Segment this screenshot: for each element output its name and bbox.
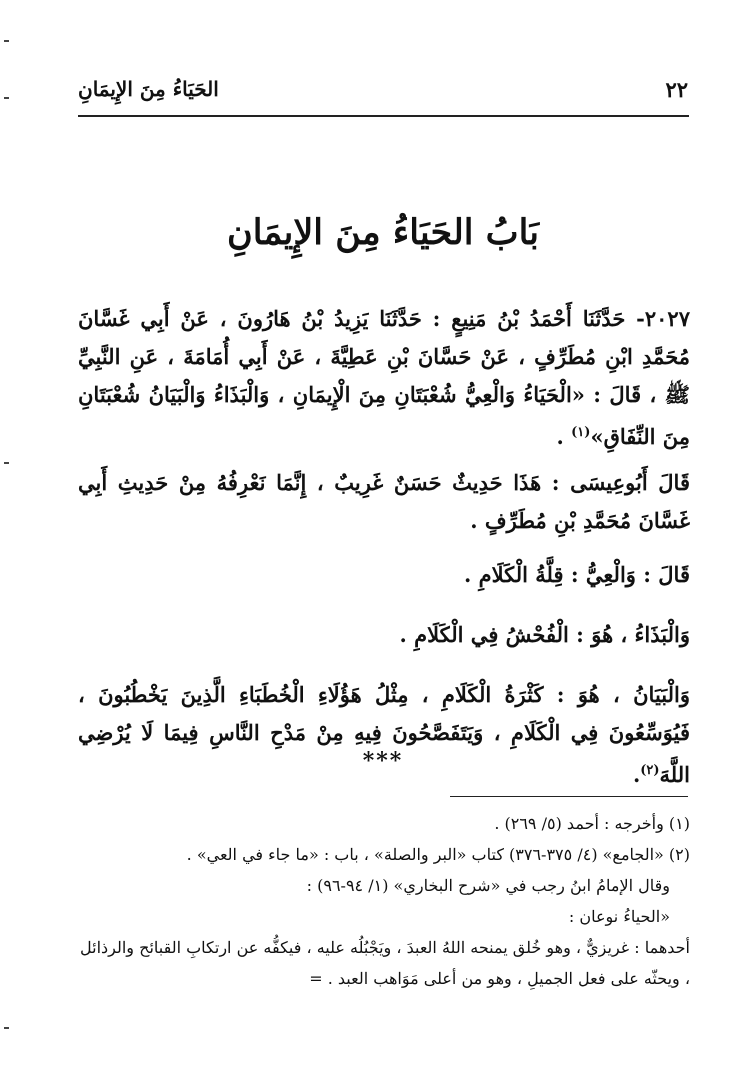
section-separator: *** (362, 748, 404, 774)
commentary-paragraph-3: وَالْبَذَاءُ ، هُوَ : الْفُحْشُ فِي الْكَلَامِ . (399, 622, 690, 647)
footnotes (78, 808, 690, 994)
footnote-ref-2: (٢) (640, 763, 660, 778)
footnote-divider (450, 796, 688, 797)
commentary-paragraph-4 (78, 676, 690, 794)
chapter-title: بَابُ الحَيَاءُ مِنَ الإِيمَانِ (227, 212, 539, 253)
commentary-paragraph-1: قَالَ أَبُوعِيسَى : هَذَا حَدِيثٌ حَسَنٌ غَرِيبٌ ، إِنَّمَا نَعْرِفُهُ مِنْ حَدِيثِ أَبِي غَسَّانَ مُحَمَّدِ بْنِ مُطَرِّفٍ . (78, 470, 690, 533)
hadith-line-2: ابْنِ مُطَرِّفٍ ، عَنْ حَسَّانَ بْنِ عَطِيَّةَ ، عَنْ أَبِي أُمَامَةَ ، عَنِ النَّبِيِّ ﷺ ، قَالَ : (78, 344, 690, 407)
hadith-line-1: ٢٠٢٧- حَدَّثَنَا أَحْمَدُ بْنُ مَنِيعٍ : حَدَّثَنَا يَزِيدُ بْنُ هَارُونَ ، عَنْ أَبِي غَسَّانَ مُحَمَّدِ (78, 306, 690, 369)
main-text (78, 300, 690, 794)
header-divider (78, 115, 689, 117)
footnote-1: (١) وأخرجه : أحمد (٥/ ٢٦٩) . (494, 814, 690, 833)
commentary-paragraph-4-text: وَالْبَيَانُ ، هُوَ : كَثْرَةُ الْكَلَامِ ، مِثْلُ هَؤُلَاءِ الْخُطَبَاءِ الَّذِينَ يَخْطُبُونَ ، فَيُوَسِّعُونَ فِي الْكَلَامِ ، وَيَتَفَصَّحُونَ فِيهِ مِنْ مَدْحِ النَّاسِ فِيمَا لَا يُرْضِي اللَّهَ (78, 682, 690, 787)
footnote-2-quote-body: أحدهما : غريزيٌّ ، وهو خُلق يمنحه اللهُ العبدَ ، ويَجْبُلُه عليه ، فيكفُّه عن ارتكابِ القبائح والرذائل ، ويحثّه على فعل الجميلِ ، وهو من أعلى مَوَاهب العبد . = (80, 938, 690, 988)
page-header (78, 72, 688, 106)
hadith-end: . (556, 424, 572, 449)
hadith-text (78, 300, 690, 456)
scan-margin-mark (4, 40, 9, 42)
footnote-2-quote-heading: «الحياءُ نوعان : (568, 907, 670, 926)
running-title: الحَيَاءُ مِنَ الإِيمَانِ (78, 77, 219, 101)
footnote-2: (٢) «الجامع» (٤/ ٣٧٥-٣٧٦) كتاب «البر والصلة» ، باب : «ما جاء في العي» . (186, 845, 690, 864)
footnote-2-quote-intro: وقال الإمامُ ابنُ رجب في «شرح البخاري» (١/ ٩٤-٩٦) : (306, 876, 670, 895)
commentary-paragraph-2: قَالَ : وَالْعِيُّ : قِلَّةُ الْكَلَامِ . (464, 562, 690, 587)
page-number: ٢٢ (665, 76, 688, 102)
scan-margin-mark (4, 462, 9, 464)
commentary-paragraph-4-end: . (632, 762, 641, 787)
scan-margin-mark (4, 1027, 9, 1029)
scan-margin-mark (4, 97, 9, 99)
hadith-line-3: «الْحَيَاءُ وَالْعِيُّ شُعْبَتَانِ مِنَ الْإِيمَانِ ، وَالْبَذَاءُ وَالْبَيَانُ شُعْبَتَانِ مِنَ النِّفَاقِ» (78, 382, 690, 449)
footnote-ref-1: (١) (571, 425, 591, 440)
